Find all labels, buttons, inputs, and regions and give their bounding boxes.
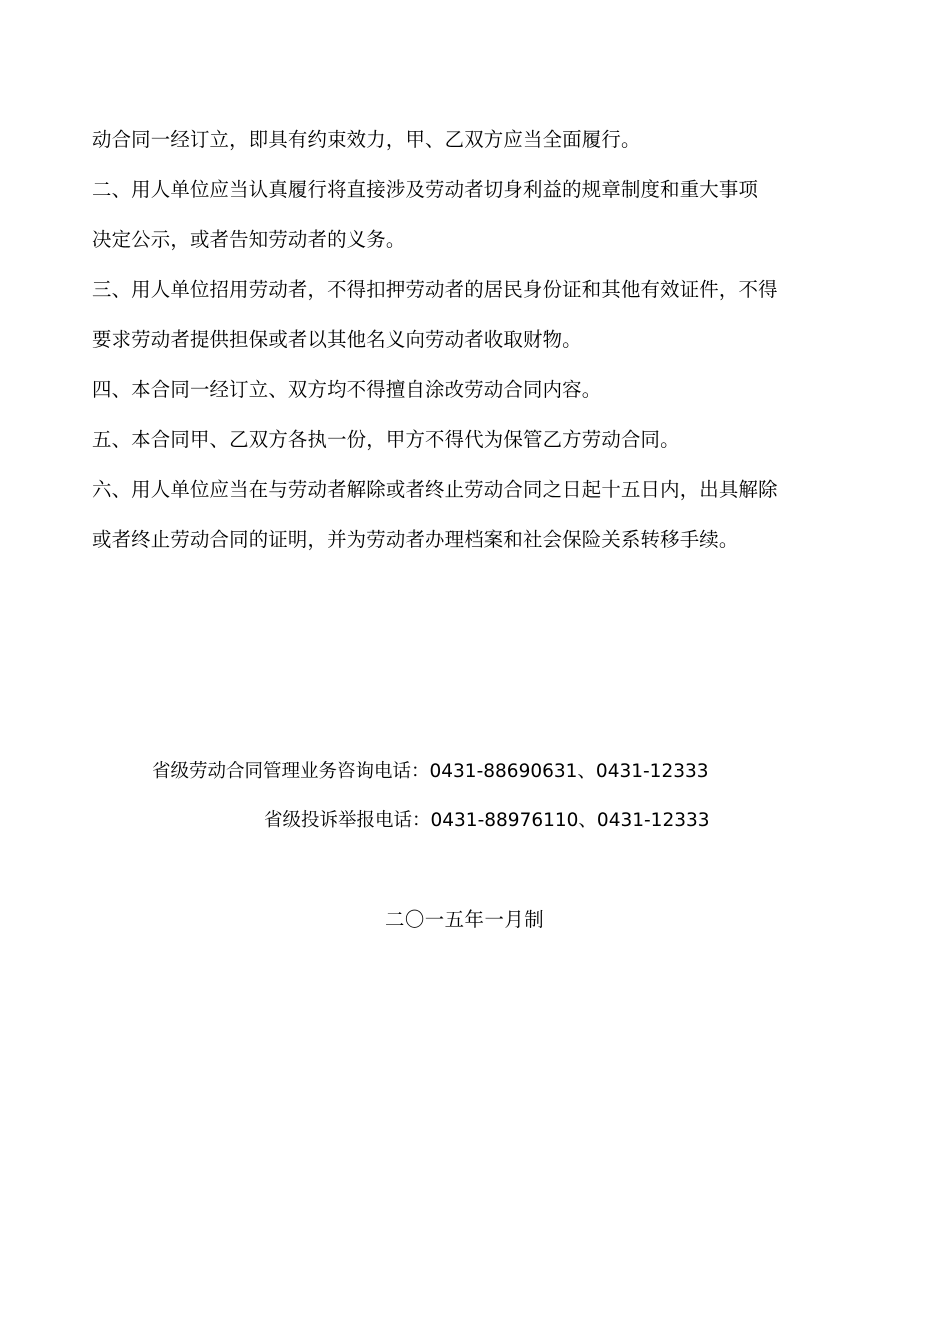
text-line: 二、用人单位应当认真履行将直接涉及劳动者切身利益的规章制度和重大事项	[92, 178, 759, 201]
text-line: 四、本合同一经订立、双方均不得擅自涂改劳动合同内容。	[92, 378, 602, 401]
issue-date: 二〇一五年一月制	[385, 908, 545, 931]
consultation-phone-line: 省级劳动合同管理业务咨询电话：0431-88690631、0431-12333	[152, 761, 709, 782]
complaint-phone-line: 省级投诉举报电话：0431-88976110、0431-12333	[264, 810, 710, 831]
text-line: 六、用人单位应当在与劳动者解除或者终止劳动合同之日起十五日内，出具解除	[92, 478, 778, 501]
text-line: 三、用人单位招用劳动者，不得扣押劳动者的居民身份证和其他有效证件，不得	[92, 278, 778, 301]
text-line: 五、本合同甲、乙双方各执一份，甲方不得代为保管乙方劳动合同。	[92, 428, 680, 451]
contract-terms-text	[92, 128, 867, 578]
text-line: 或者终止劳动合同的证明，并为劳动者办理档案和社会保险关系转移手续。	[92, 528, 739, 551]
text-line: 要求劳动者提供担保或者以其他名义向劳动者收取财物。	[92, 328, 582, 351]
text-line: 决定公示，或者告知劳动者的义务。	[92, 228, 406, 251]
text-line: 动合同一经订立，即具有约束效力，甲、乙双方应当全面履行。	[92, 128, 641, 151]
